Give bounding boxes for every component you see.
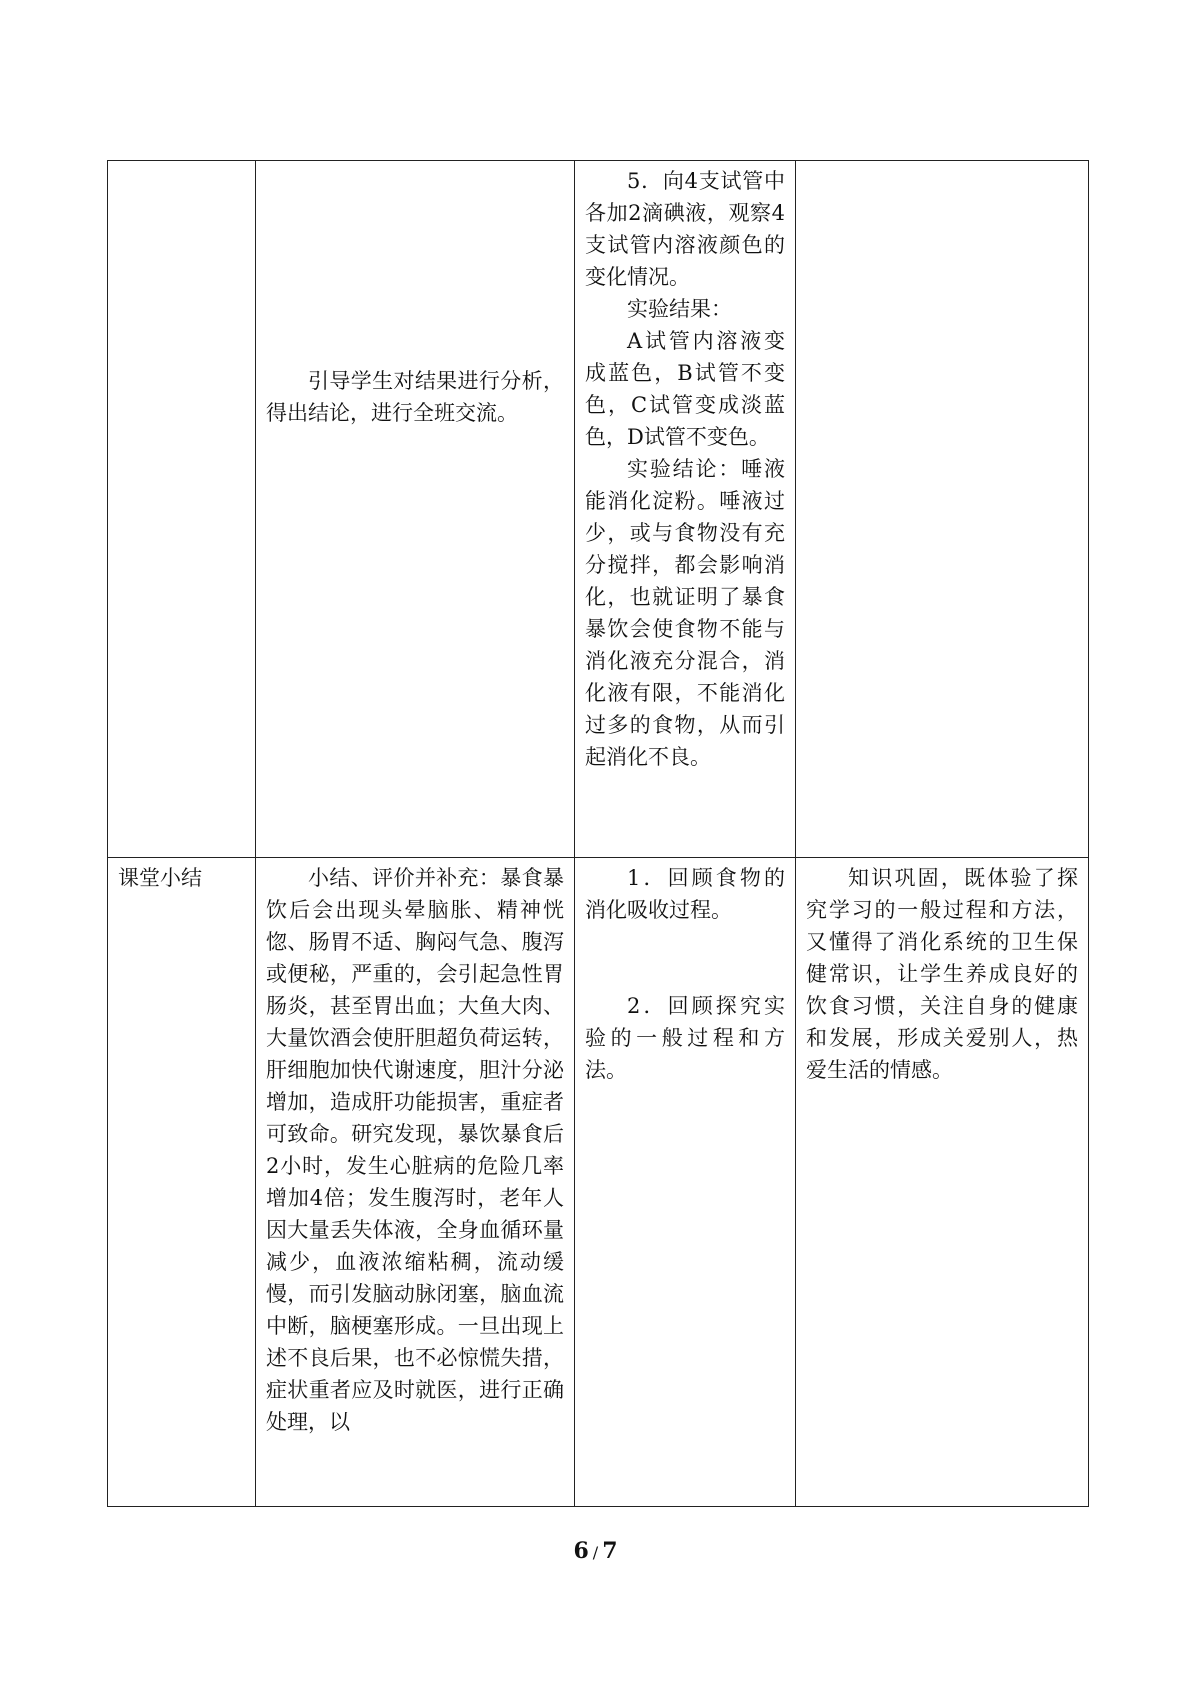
table-row xyxy=(108,858,1089,1507)
stage-cell xyxy=(108,858,256,1507)
design-intent-cell xyxy=(796,858,1089,1507)
teacher-activity-cell xyxy=(256,858,575,1507)
stage-label: 课堂小结 xyxy=(118,866,202,890)
page-separator: / xyxy=(592,1543,599,1562)
lesson-plan-table xyxy=(107,160,1089,1507)
result-text: A试管内溶液变成蓝色，B试管不变色，C试管变成淡蓝色，D试管不变色。 xyxy=(585,329,785,449)
student-activity-cell xyxy=(575,161,796,858)
total-pages: 7 xyxy=(602,1538,618,1564)
review-item-1: 1．回顾食物的消化吸收过程。 xyxy=(585,866,785,922)
page-number xyxy=(0,1538,1191,1564)
student-activity-cell xyxy=(575,858,796,1507)
conclusion-text: 实验结论：唾液能消化淀粉。唾液过少，或与食物没有充分搅拌，都会影响消化，也就证明了暴食暴饮会使食物不能与消化液充分混合，消化液有限，不能消化过多的食物，从而引起消化不良。 xyxy=(585,457,785,769)
teacher-activity-text: 引导学生对结果进行分析，得出结论，进行全班交流。 xyxy=(266,369,564,425)
table-row xyxy=(108,161,1089,858)
step-5-text: 5．向4支试管中各加2滴碘液，观察4支试管内溶液颜色的变化情况。 xyxy=(585,169,785,289)
design-intent-text: 知识巩固，既体验了探究学习的一般过程和方法，又懂得了消化系统的卫生保健常识，让学生养成良好的饮食习惯，关注自身的健康和发展，形成关爱别人，热爱生活的情感。 xyxy=(806,866,1078,1082)
stage-cell xyxy=(108,161,256,858)
summary-text: 小结、评价并补充：暴食暴饮后会出现头晕脑胀、精神恍惚、肠胃不适、胸闷气急、腹泻或便秘，严重的，会引起急性胃肠炎，甚至胃出血；大鱼大肉、大量饮酒会使肝胆超负荷运转，肝细胞加快代谢速度，胆汁分泌增加，造成肝功能损害，重症者可致命。研究发现，暴饮暴食后2小时，发生心脏病的危险几率增加4倍；发生腹泻时，老年人因大量丢失体液，全身血循环量减少，血液浓缩粘稠，流动缓慢，而引发脑动脉闭塞，脑血流中断，脑梗塞形成。一旦出现上述不良后果，也不必惊慌失措，症状重者应及时就医，进行正确处理，以 xyxy=(266,866,564,1434)
review-item-2: 2．回顾探究实验的一般过程和方法。 xyxy=(585,994,785,1082)
design-intent-cell xyxy=(796,161,1089,858)
result-heading: 实验结果： xyxy=(627,297,732,321)
current-page: 6 xyxy=(573,1538,589,1564)
teacher-activity-cell xyxy=(256,161,575,858)
